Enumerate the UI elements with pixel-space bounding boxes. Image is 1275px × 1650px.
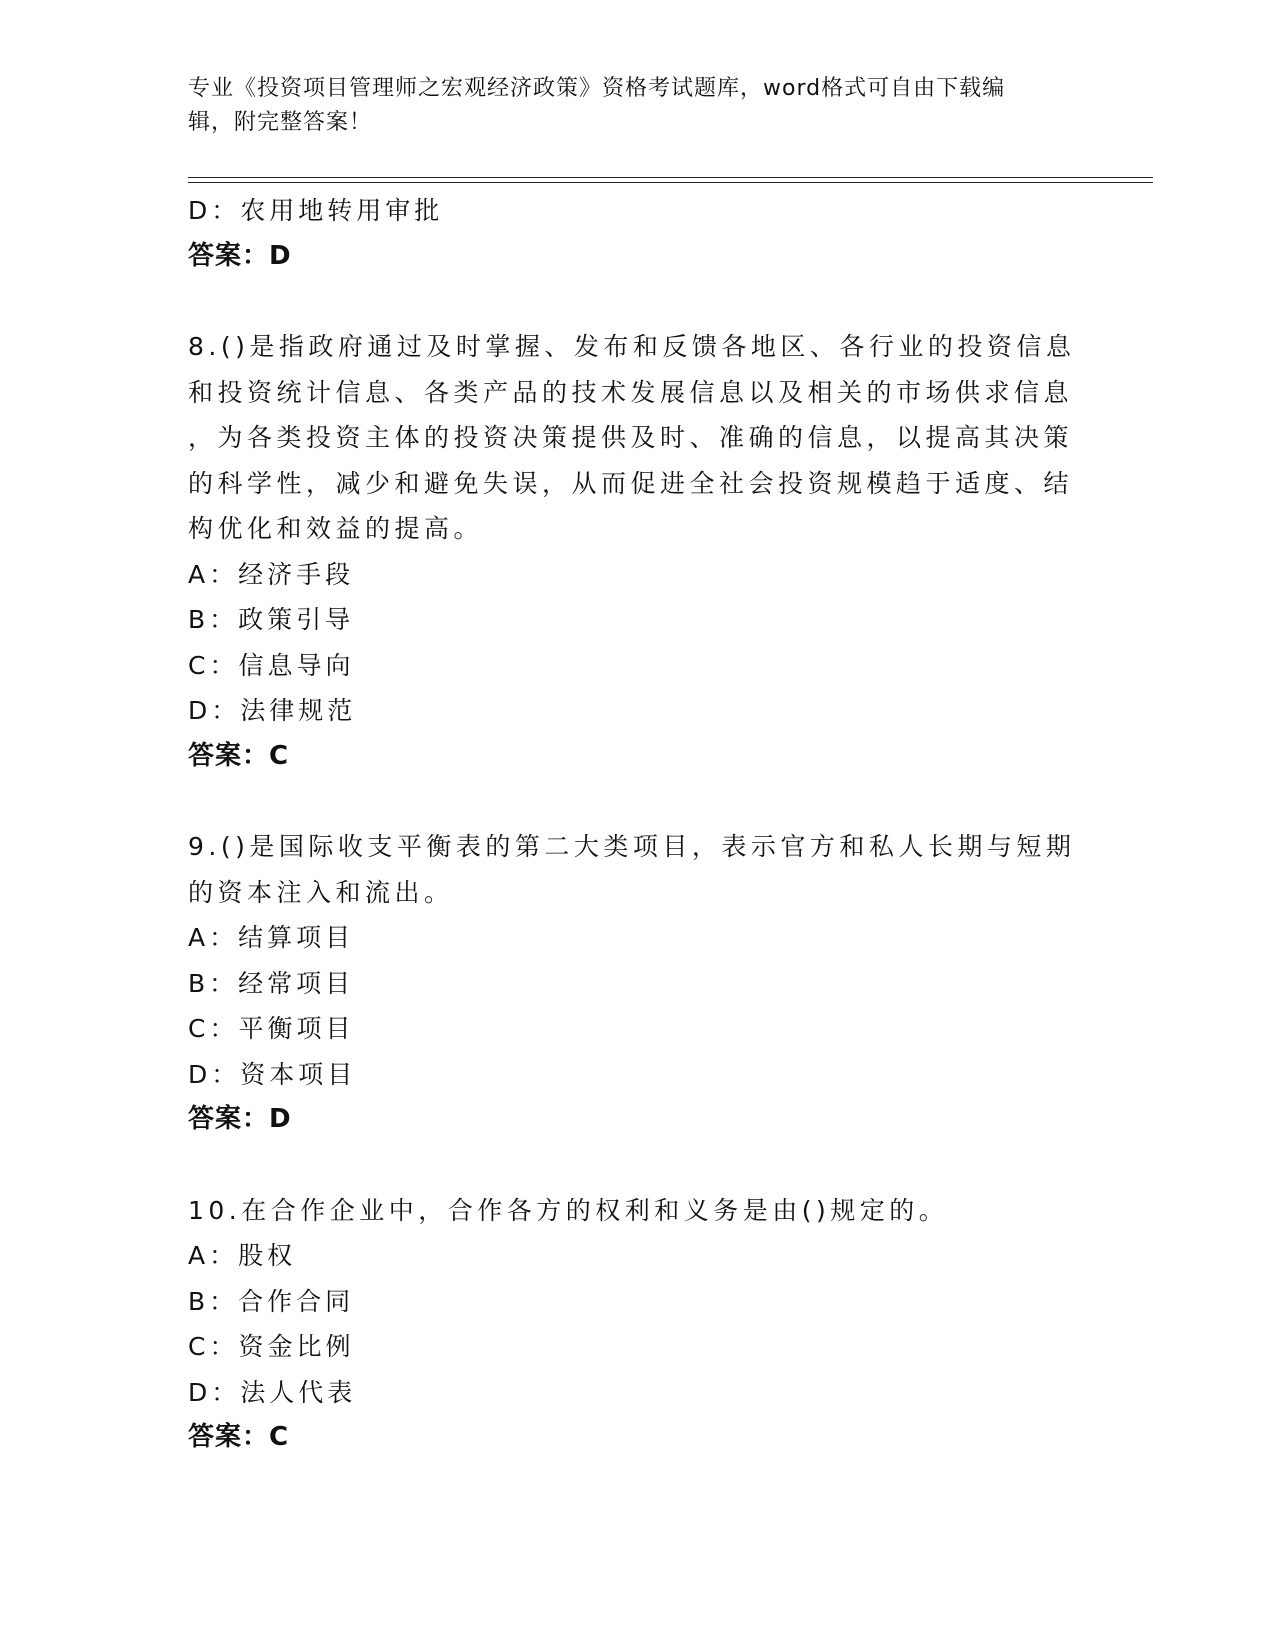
- stem-line: 8.()是指政府通过及时掌握、发布和反馈各地区、各行业的投资信息: [188, 332, 1076, 361]
- question-10-answer: [188, 1415, 1068, 1461]
- question-8-option-d: D：法律规范: [188, 696, 357, 725]
- stem-line: 和投资统计信息、各类产品的技术发展信息以及相关的市场供求信息: [188, 377, 1074, 407]
- answer-value: C: [269, 1422, 290, 1452]
- question-10-option-b: B：合作合同: [188, 1286, 355, 1316]
- answer-label: 答案：: [188, 740, 270, 771]
- answer-label: 答案：: [188, 1104, 270, 1134]
- carry-over-answer: [188, 234, 1068, 280]
- question-9-stem: [188, 824, 1076, 915]
- question-8-answer: [188, 734, 1068, 780]
- stem-line: 构优化和效益的提高。: [188, 514, 484, 543]
- answer-value: D: [269, 1104, 292, 1134]
- answer-label: 答案：: [188, 1422, 270, 1452]
- header-line-1: 专业《投资项目管理师之宏观经济政策》资格考试题库，word格式可自由下载编: [188, 76, 1006, 101]
- question-9-option-b: B：经常项目: [188, 968, 355, 998]
- question-10-option-c: C：资金比例: [188, 1332, 355, 1361]
- header-note: [188, 72, 1068, 140]
- question-9-option-c: C：平衡项目: [188, 1014, 355, 1043]
- question-8-option-a: A：经济手段: [188, 559, 355, 589]
- answer-label: 答案：: [188, 240, 270, 271]
- question-8-option-b: B：政策引导: [188, 605, 355, 634]
- header-line-2: 辑，附完整答案！: [188, 110, 373, 135]
- stem-line: 10.在合作企业中，合作各方的权利和义务是由()规定的。: [188, 1195, 949, 1225]
- stem-line: 的科学性，减少和避免失误，从而促进全社会投资规模趋于适度、结: [188, 468, 1074, 498]
- question-10-stem: [188, 1188, 1068, 1234]
- carry-over-option-d: D：农用地转用审批: [188, 196, 444, 225]
- question-8-stem: [188, 324, 1076, 552]
- stem-line: 9.()是国际收支平衡表的第二大类项目，表示官方和私人长期与短期: [188, 832, 1076, 861]
- answer-value: C: [269, 740, 290, 771]
- question-8-option-c: C：信息导向: [188, 650, 355, 680]
- question-content: [188, 188, 1076, 1461]
- question-9-option-a: A：结算项目: [188, 923, 355, 952]
- question-9-option-d: D：资本项目: [188, 1059, 357, 1089]
- stem-line: ，为各类投资主体的投资决策提供及时、准确的信息，以提高其决策: [188, 423, 1074, 452]
- header-divider-bottom: [188, 182, 1153, 183]
- question-9-answer: [188, 1097, 1068, 1143]
- question-10-option-a: A：股权: [188, 1241, 297, 1270]
- stem-line: 的资本注入和流出。: [188, 877, 454, 907]
- question-10-option-d: D：法人代表: [188, 1377, 357, 1407]
- header-divider-top: [188, 177, 1153, 178]
- answer-value: D: [269, 240, 292, 271]
